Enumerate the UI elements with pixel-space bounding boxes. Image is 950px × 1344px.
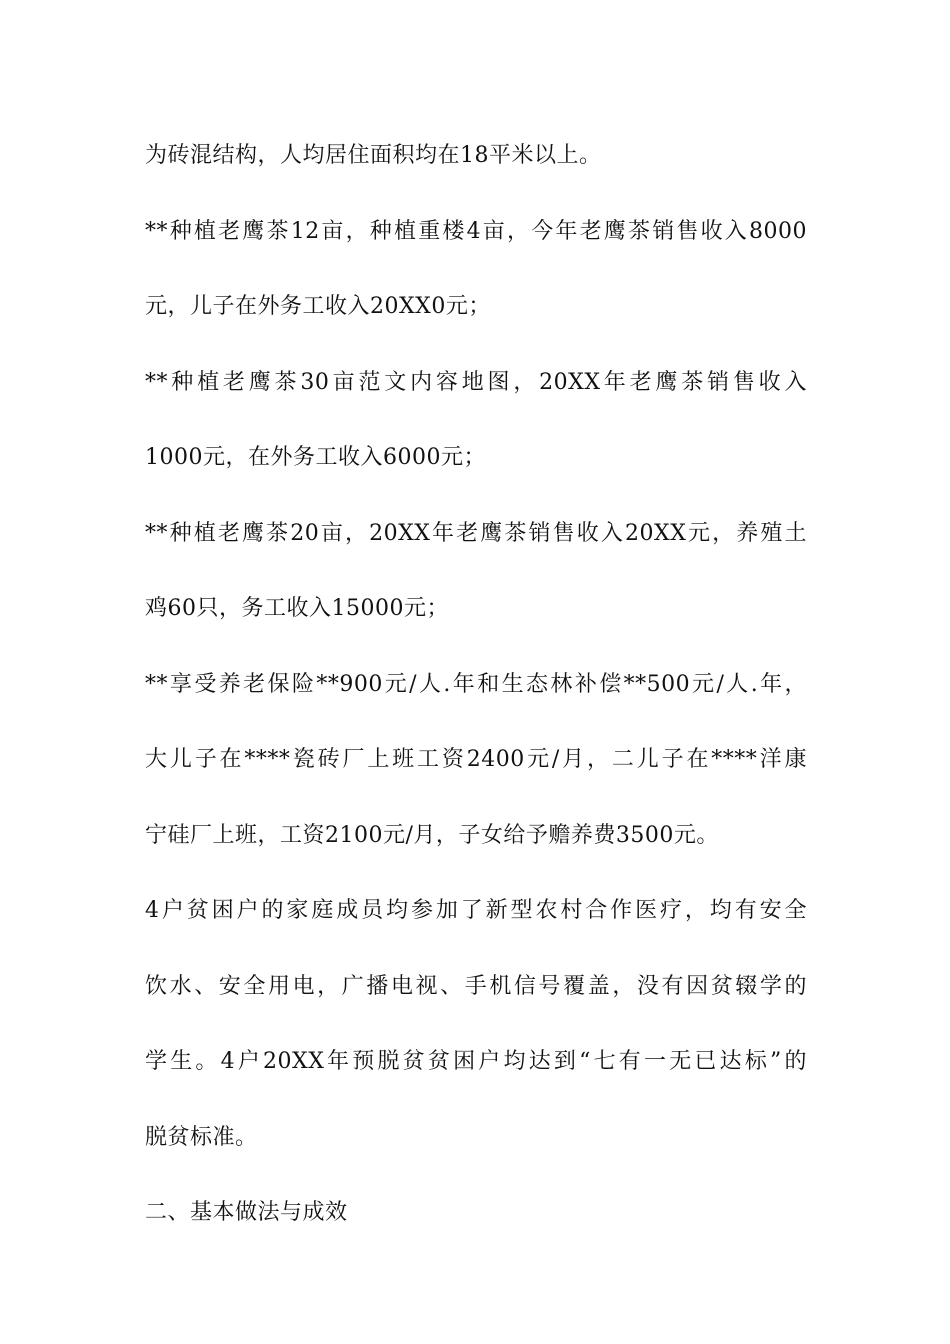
text-line-2: **种植老鹰茶12亩，种植重楼4亩，今年老鹰茶销售收入8000 [145, 218, 807, 244]
text-line-4: **种植老鹰茶30亩范文内容地图，20XX年老鹰茶销售收入 [145, 369, 807, 395]
text-line-13: 学生。4户20XX年预脱贫贫困户均达到“七有一无已达标”的 [145, 1049, 807, 1074]
document-body [145, 118, 807, 1251]
text-line-7: 鸡60只，务工收入15000元； [145, 596, 449, 621]
text-line-11: 4户贫困户的家庭成员均参加了新型农村合作医疗，均有安全 [145, 898, 807, 923]
text-line-9: 大儿子在****瓷砖厂上班工资2400元/月，二儿子在****洋康 [145, 747, 807, 772]
text-line-8: **享受养老保险**900元/人.年和生态林补偿**500元/人.年， [145, 671, 807, 697]
section-heading: 二、基本做法与成效 [145, 1200, 348, 1225]
text-line-10: 宁硅厂上班，工资2100元/月，子女给予赡养费3500元。 [145, 822, 719, 848]
text-line-12: 饮水、安全用电，广播电视、手机信号覆盖，没有因贫辍学的 [145, 973, 807, 999]
text-line-6: **种植老鹰茶20亩，20XX年老鹰茶销售收入20XX元，养殖土 [145, 520, 807, 546]
text-line-14: 脱贫标准。 [145, 1124, 258, 1150]
text-line-1: 为砖混结构，人均居住面积均在18平米以上。 [145, 143, 602, 168]
text-line-3: 元，儿子在外务工收入20XX0元； [145, 294, 491, 319]
text-line-5: 1000元，在外务工收入6000元； [145, 445, 486, 470]
